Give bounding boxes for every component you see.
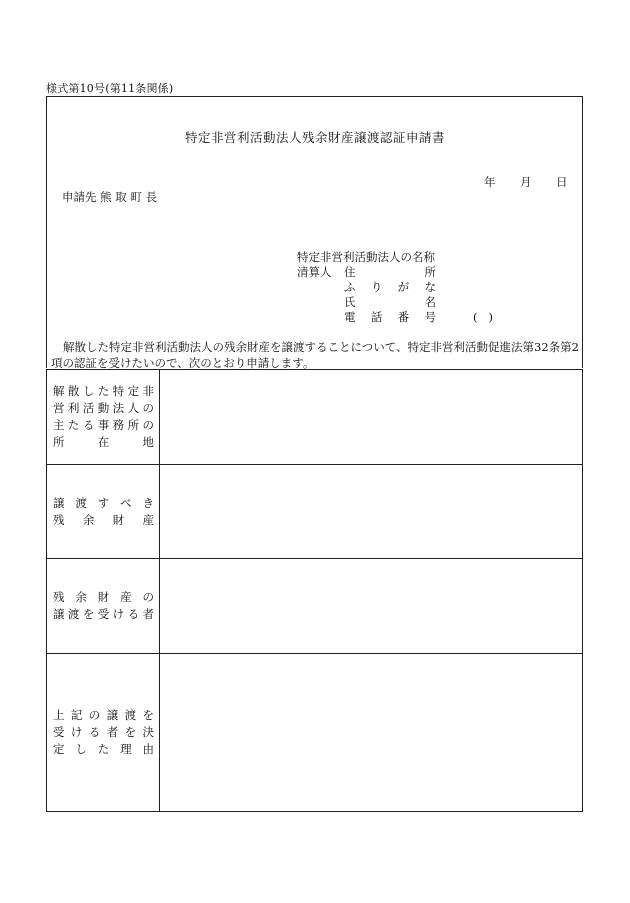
residual-assets-field[interactable] — [160, 465, 583, 559]
label-line: 残 余 財 産 の — [53, 590, 154, 604]
applicant-furigana-label: ふ り が な — [344, 280, 436, 294]
table-row — [47, 465, 583, 559]
label-line: 定 し た 理 由 — [53, 742, 154, 756]
applicant-phone-label: 電 話 番 号 — [344, 310, 436, 324]
table-row — [47, 654, 583, 812]
row-label-reason — [47, 654, 160, 812]
date-month: 月 — [520, 175, 532, 189]
statement-text: 解散した特定非営利活動法人の残余財産を譲渡することについて、特定非営利活動促進法第32条第2項の認証を受けたいので、次のとおり申請します。 — [51, 340, 579, 370]
label-line: 上記の譲渡を — [53, 708, 154, 722]
row-label-office-location — [47, 370, 160, 465]
table-row — [47, 559, 583, 654]
office-location-field[interactable] — [160, 370, 583, 465]
label-line: 残 余 財 産 — [53, 512, 154, 527]
reason-field[interactable] — [160, 654, 583, 812]
applicant-phone-parens: ( ) — [473, 310, 493, 324]
recipient-field[interactable] — [160, 559, 583, 654]
applicant-corp-name: 特定非営利活動法人の名称 — [297, 250, 435, 264]
table-row — [47, 370, 583, 465]
label-line: 譲渡を受ける者 — [53, 607, 154, 621]
form-number: 様式第10号(第11条関係) — [46, 82, 174, 95]
label-line: 営利活動法人の — [53, 401, 154, 415]
date-year: 年 — [484, 175, 496, 189]
label-line: 解散した特定非 — [53, 384, 154, 398]
addressee: 申請先 熊 取 町 長 — [62, 190, 158, 204]
row-label-recipient — [47, 559, 160, 654]
label-line: 受ける者を決 — [53, 725, 154, 739]
applicant-liquidator-label: 清算人 — [297, 265, 332, 279]
label-line: 主たる事務所の — [53, 418, 154, 432]
label-line: 所 在 地 — [53, 435, 154, 449]
details-table — [46, 369, 583, 812]
label-line: 譲 渡 す べ き — [53, 495, 154, 510]
applicant-address-label: 住 所 — [344, 265, 436, 279]
form-title: 特定非営利活動法人残余財産譲渡認証申請書 — [184, 130, 445, 145]
application-statement — [51, 340, 581, 371]
date-day: 日 — [556, 175, 568, 189]
row-label-residual-assets — [47, 465, 160, 559]
applicant-name-label: 氏 名 — [344, 295, 436, 309]
